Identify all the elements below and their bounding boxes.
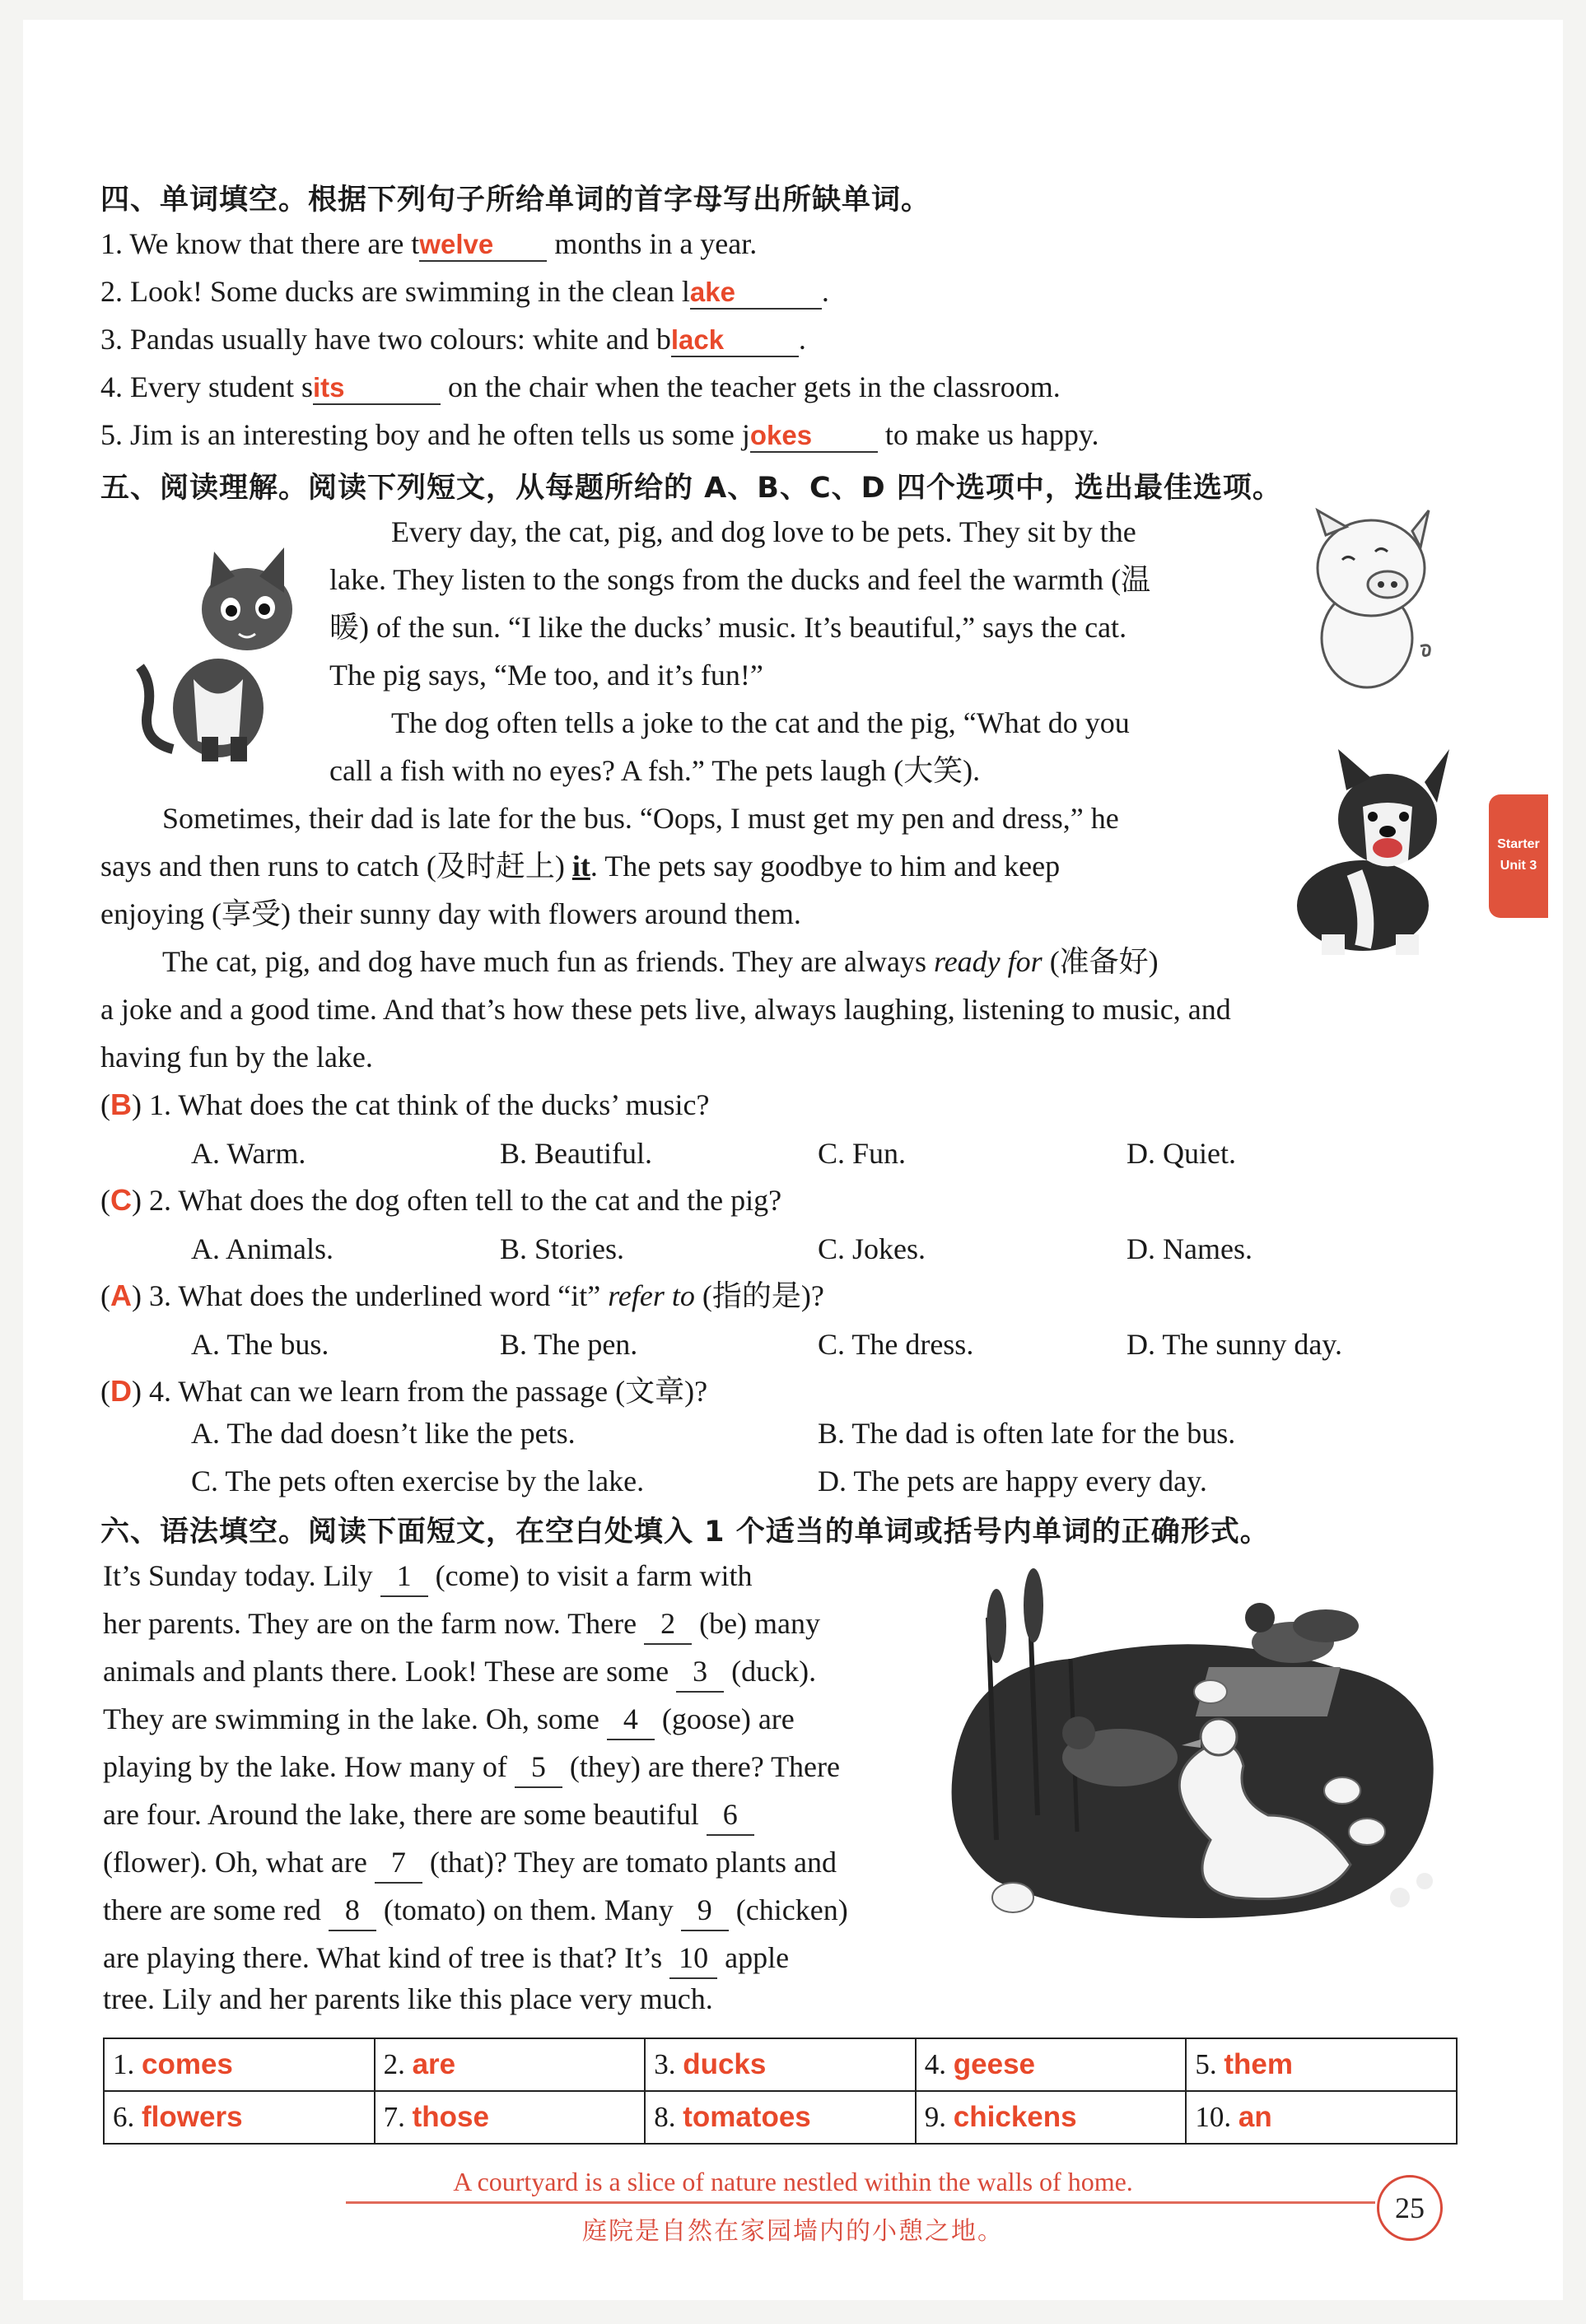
passage-line: It’s Sunday today. Lily 1 (come) to visit a farm with: [103, 1556, 910, 1597]
s4-item-4: 4. Every student sits on the chair when the teacher gets in the classroom.: [100, 370, 1061, 403]
answer-cell: 5. them: [1186, 2038, 1457, 2091]
passage-line: her parents. They are on the farm now. There 2 (be) many: [103, 1604, 910, 1645]
pig-illustration: [1297, 506, 1445, 696]
passage-line: animals and plants there. Look! These are some 3 (duck).: [103, 1651, 910, 1693]
s4-item-3: 3. Pandas usually have two colours: white and black .: [100, 323, 806, 356]
s4-item-1: 1. We know that there are twelve months in a year.: [100, 227, 758, 260]
answer-cell: 10. an: [1186, 2091, 1457, 2144]
underlined-it: it: [571, 850, 590, 883]
passage-line: (flower). Oh, what are 7 (that)? They are tomato plants and: [103, 1842, 910, 1884]
passage-line: The cat, pig, and dog have much fun as friends. They are always ready for (准备好): [162, 945, 1159, 978]
answer-blank[interactable]: okes: [750, 420, 878, 453]
farm-illustration: [939, 1568, 1458, 1959]
table-row: [104, 2091, 1457, 2144]
answer-cell: 7. those: [375, 2091, 646, 2144]
blank-number[interactable]: 5: [515, 1747, 562, 1788]
answer-blank[interactable]: lack: [671, 324, 799, 357]
choice-answer[interactable]: D: [110, 1374, 132, 1408]
page-number: 25: [1377, 2175, 1443, 2241]
passage-line: there are some red 8 (tomato) on them. Many 9 (chicken): [103, 1890, 910, 1931]
answer-cell: 8. tomatoes: [645, 2091, 916, 2144]
option: D. Names.: [1127, 1232, 1252, 1265]
question-2: (C) 2. What does the dog often tell to the cat and the pig?: [100, 1183, 782, 1217]
option: B. The dad is often late for the bus.: [818, 1417, 1236, 1450]
question-3: (A) 3. What does the underlined word “it” refer to (指的是)?: [100, 1278, 824, 1312]
choice-answer[interactable]: A: [110, 1278, 132, 1312]
answer-blank[interactable]: welve: [419, 229, 547, 262]
passage-line: enjoying (享受) their sunny day with flowers around them.: [100, 897, 801, 930]
option: C. The pets often exercise by the lake.: [191, 1465, 645, 1497]
answer-cell: 1. comes: [104, 2038, 375, 2091]
blank-number[interactable]: 10: [669, 1938, 717, 1979]
blank-number[interactable]: 7: [375, 1842, 422, 1884]
option: A. Animals.: [191, 1232, 334, 1265]
answer-cell: 9. chickens: [916, 2091, 1187, 2144]
choice-answer[interactable]: C: [110, 1183, 132, 1217]
answer-blank[interactable]: its: [313, 372, 441, 405]
option: C. Jokes.: [818, 1232, 926, 1265]
passage-line: are playing there. What kind of tree is that? It’s 10 apple: [103, 1938, 910, 1979]
blank-number[interactable]: 6: [707, 1795, 754, 1836]
table-row: [104, 2038, 1457, 2091]
passage-line: a joke and a good time. And that’s how these pets live, always laughing, listening to music, and: [100, 993, 1231, 1026]
answer-blank[interactable]: ake: [690, 277, 822, 310]
footer-quote-chinese: 庭院是自然在家园墙内的小憩之地。: [582, 2217, 1004, 2246]
answer-cell: 6. flowers: [104, 2091, 375, 2144]
unit-side-tab[interactable]: Starter Unit 3: [1489, 794, 1548, 918]
option: B. The pen.: [500, 1328, 638, 1361]
dog-illustration: [1272, 749, 1470, 963]
option: A. Warm.: [191, 1137, 306, 1170]
blank-number[interactable]: 2: [644, 1604, 692, 1645]
footer-quote-english: A courtyard is a slice of nature nestled within the walls of home.: [453, 2167, 1133, 2196]
answer-cell: 2. are: [375, 2038, 646, 2091]
passage-line: 暖) of the sun. “I like the ducks’ music. It’s beautiful,” says the cat.: [329, 611, 1127, 644]
option: D. The pets are happy every day.: [818, 1465, 1207, 1497]
s4-item-5: 5. Jim is an interesting boy and he often tells us some jokes to make us happy.: [100, 418, 1099, 451]
blank-number[interactable]: 4: [607, 1699, 655, 1740]
passage-line: says and then runs to catch (及时赶上) it. The pets say goodbye to him and keep: [100, 850, 1061, 883]
choice-answer[interactable]: B: [110, 1087, 132, 1121]
passage-line: lake. They listen to the songs from the ducks and feel the warmth (温: [329, 563, 1151, 596]
answer-cell: 3. ducks: [645, 2038, 916, 2091]
option: C. Fun.: [818, 1137, 907, 1170]
option: B. Beautiful.: [500, 1137, 652, 1170]
option: A. The bus.: [191, 1328, 329, 1361]
passage-line: playing by the lake. How many of 5 (they) are there? There: [103, 1747, 910, 1788]
answer-table: [103, 2038, 1458, 2145]
blank-number[interactable]: 9: [681, 1890, 729, 1931]
passage-line: are four. Around the lake, there are some beautiful 6: [103, 1795, 910, 1836]
passage-line: Sometimes, their dad is late for the bus. “Oops, I must get my pen and dress,” he: [162, 802, 1119, 835]
passage-line: The pig says, “Me too, and it’s fun!”: [329, 659, 763, 692]
option: D. Quiet.: [1127, 1137, 1236, 1170]
passage-line: having fun by the lake.: [100, 1041, 373, 1074]
question-1: (B) 1. What does the cat think of the ducks’ music?: [100, 1087, 710, 1121]
passage-line: They are swimming in the lake. Oh, some 4 (goose) are: [103, 1699, 910, 1740]
footer-divider: [346, 2201, 1375, 2204]
question-4: (D) 4. What can we learn from the passage (文章)?: [100, 1374, 708, 1408]
blank-number[interactable]: 1: [380, 1556, 428, 1597]
section5-heading: 五、阅读理解。阅读下列短文，从每题所给的 A、B、C、D 四个选项中，选出最佳选项。: [100, 472, 1282, 505]
blank-number[interactable]: 8: [329, 1890, 376, 1931]
section6-heading: 六、语法填空。阅读下面短文，在空白处填入 1 个适当的单词或括号内单词的正确形式。: [100, 1516, 1270, 1549]
option: B. Stories.: [500, 1232, 625, 1265]
blank-number[interactable]: 3: [676, 1651, 724, 1693]
passage-line: tree. Lily and her parents like this place very much.: [103, 1982, 713, 2015]
option: A. The dad doesn’t like the pets.: [191, 1417, 576, 1450]
s4-item-2: 2. Look! Some ducks are swimming in the clean lake .: [100, 275, 829, 308]
passage-line: Every day, the cat, pig, and dog love to be pets. They sit by the: [391, 515, 1136, 548]
answer-cell: 4. geese: [916, 2038, 1187, 2091]
passage-line: call a fish with no eyes? A fsh.” The pets laugh (大笑).: [329, 754, 981, 787]
option: C. The dress.: [818, 1328, 974, 1361]
option: D. The sunny day.: [1127, 1328, 1342, 1361]
passage-line: The dog often tells a joke to the cat and the pig, “What do you: [391, 706, 1130, 739]
section4-heading: 四、单词填空。根据下列句子所给单词的首字母写出所缺单词。: [100, 184, 931, 217]
cat-illustration: [124, 543, 305, 766]
